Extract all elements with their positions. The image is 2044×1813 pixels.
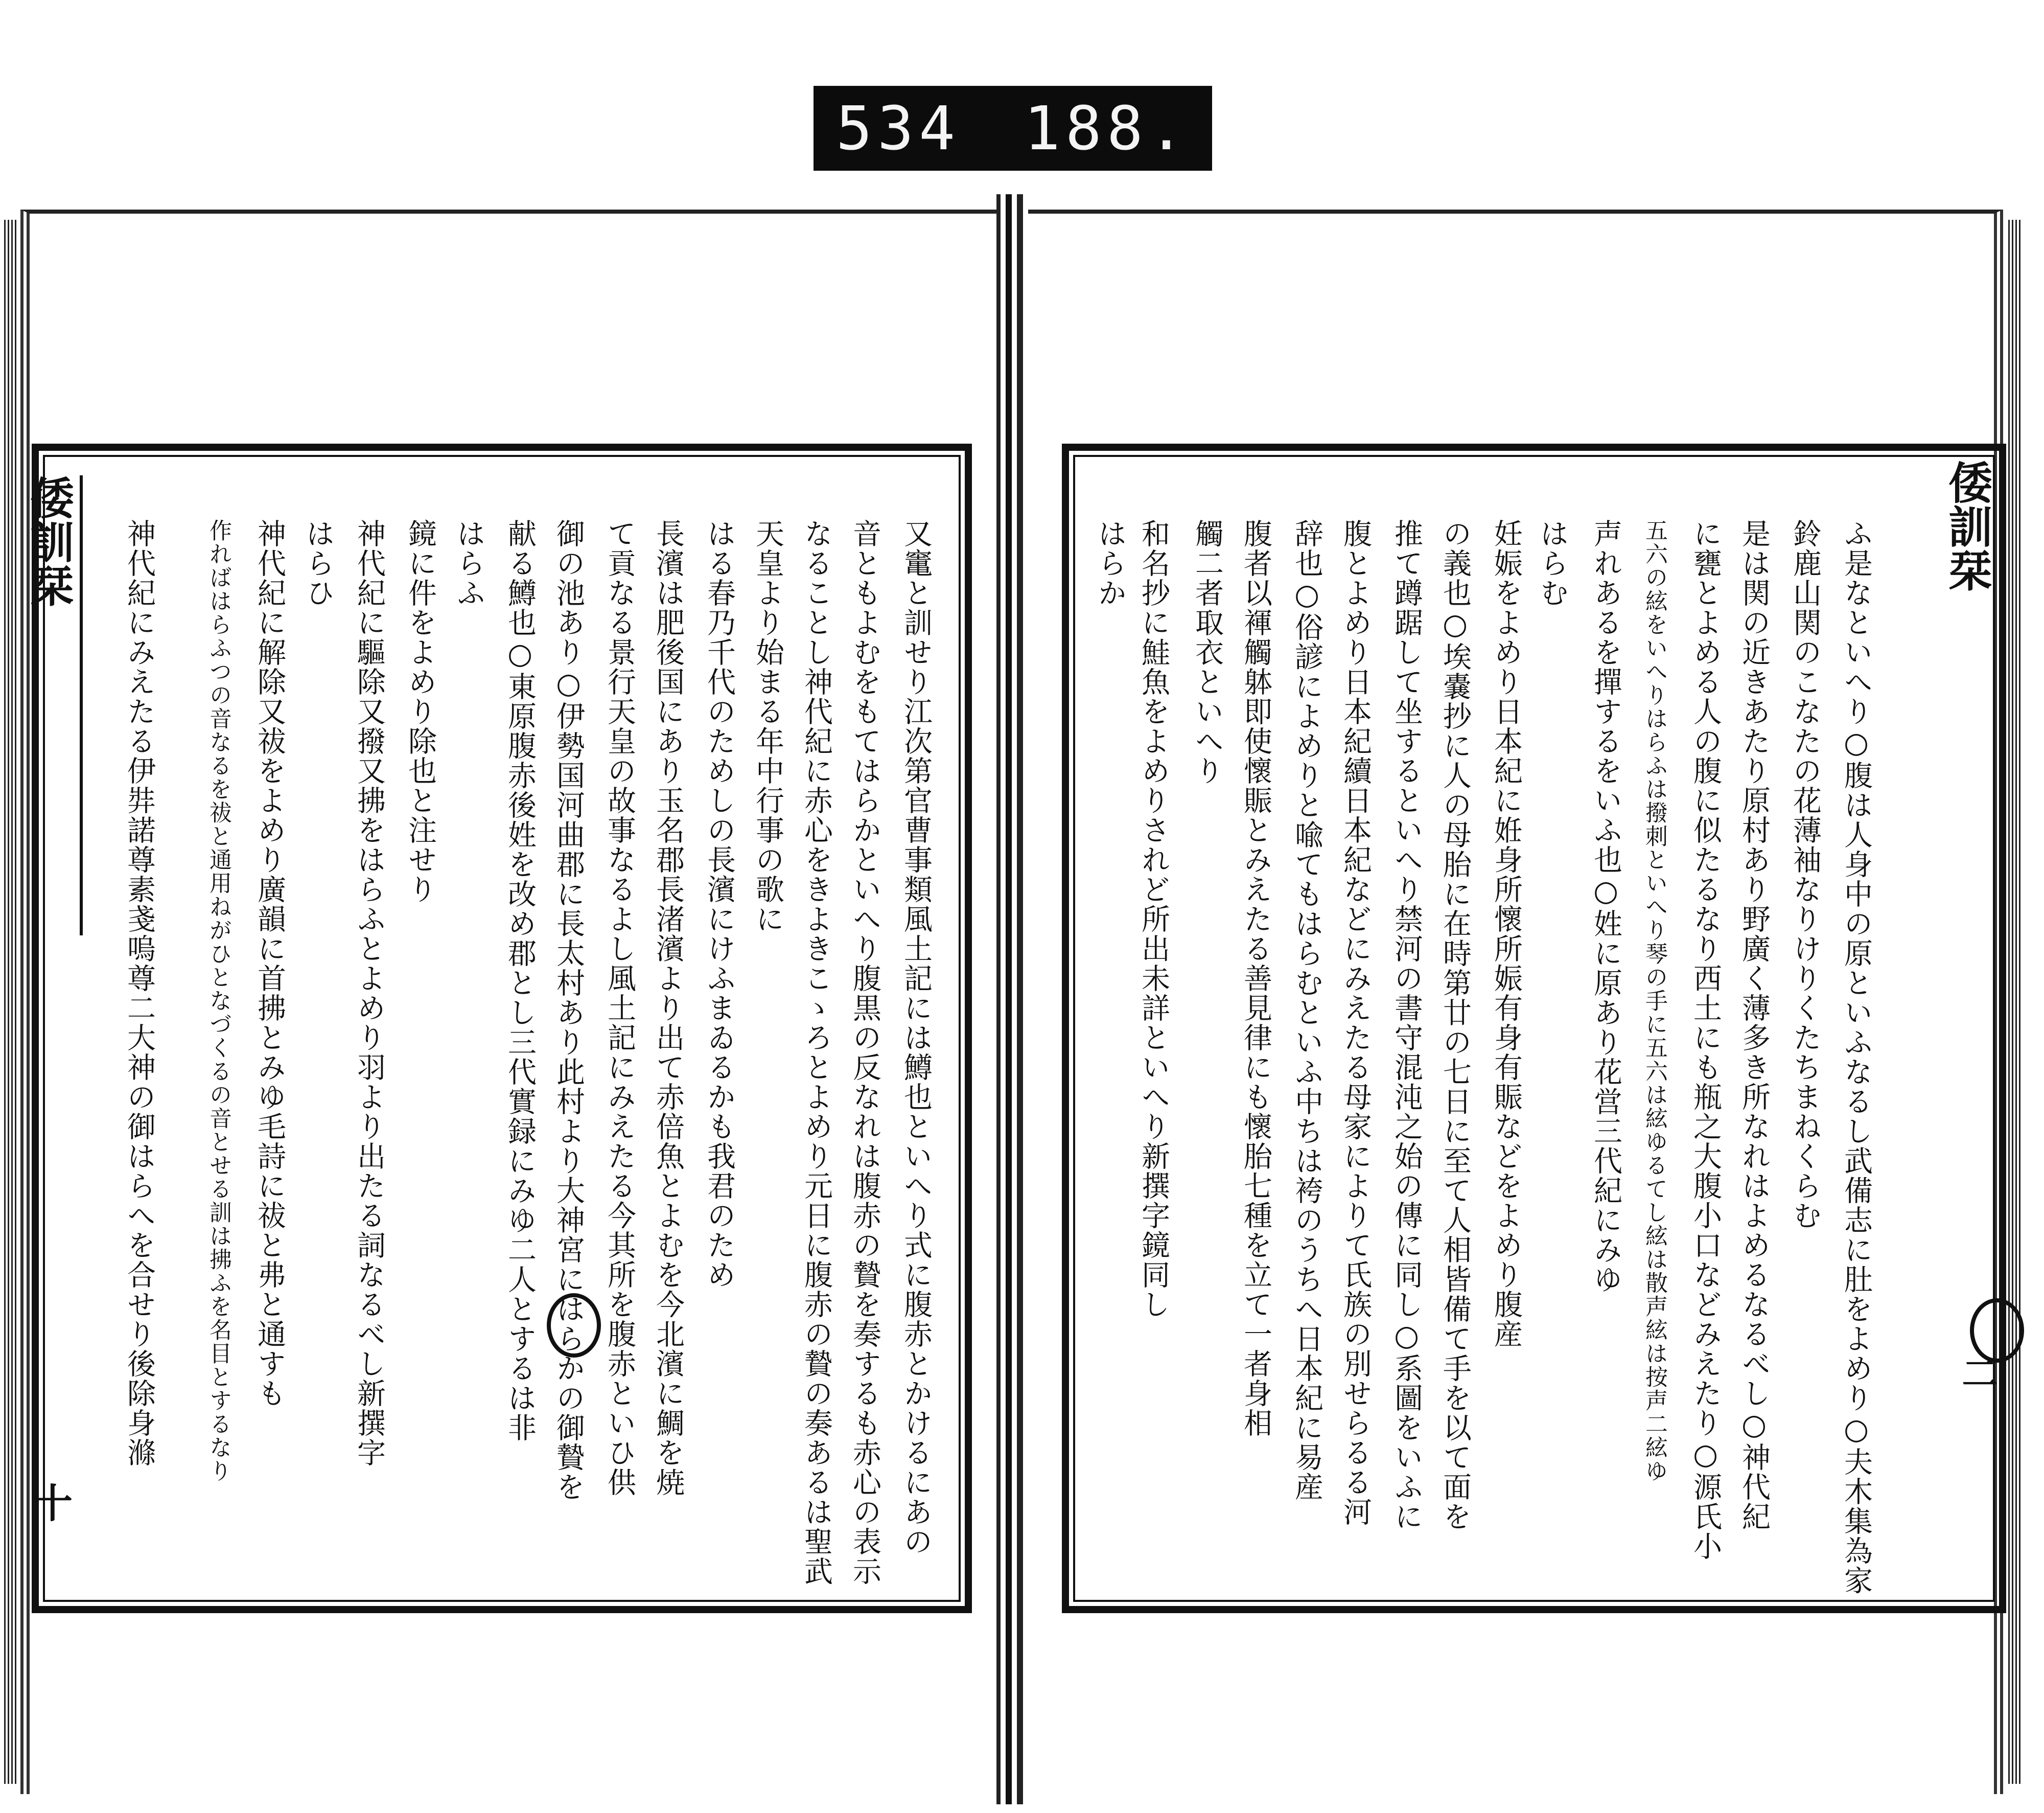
right-text-column: の義也○埃嚢抄に人の母胎に在時第廿の七日に至て人相皆備て手を以て面を bbox=[1438, 519, 1472, 1531]
right-text-column: ふ是なといへり○腹は人身中の原といふなるし武備志に肚をよめり○夫木集為家 bbox=[1840, 519, 1873, 1595]
binding-ring-right bbox=[1970, 1298, 2024, 1363]
left-text-column: て貢なる景行天皇の故事なるよし風土記にみえたる今其所を腹赤といひ供 bbox=[603, 519, 636, 1497]
right-text-column: 鈴鹿山関のこなたの花薄袖なりけりくたちまねくらむ bbox=[1788, 519, 1822, 1230]
right-text-column: 辞也○俗諺によめりと喩てもはらむといふ中ちは袴のうちへ日本紀に易産 bbox=[1290, 519, 1323, 1502]
left-text-column: 献る鱒也○東原腹赤後姓を改め郡とし三代實録にみゆ二人とするは非 bbox=[503, 519, 537, 1442]
left-heading: はらふ bbox=[452, 519, 485, 608]
right-text-column: 妊娠をよめり日本紀に姙身所懷所娠有身有賑などをよめり腹産 bbox=[1490, 519, 1523, 1349]
right-text-column: に甕とよめる人の腹に似たるなり西土にも瓶之大腹小口などみえたり○源氏小 bbox=[1689, 519, 1722, 1561]
right-folio-number: 二 bbox=[1956, 1355, 1999, 1390]
right-text-column: 声れあるを撣するをいふ也○姓に原あり花営三代紀にみゆ bbox=[1589, 519, 1622, 1294]
right-text-column: 觸二者取衣といへり bbox=[1191, 519, 1224, 786]
left-folio-number: 十 bbox=[26, 1482, 73, 1522]
left-text-column: 神代紀に解除又祓をよめり廣韻に首拂とみゆ毛詩に祓と弗と通すも bbox=[253, 519, 286, 1408]
right-heading: はらか bbox=[1094, 519, 1127, 608]
left-text-column: 御の池あり○伊勢国河曲郡に長太村あり此村より大神宮にはらかの御贄を bbox=[552, 519, 585, 1502]
left-margin-title: 倭訓栞 bbox=[35, 475, 83, 935]
right-margin-title: 倭訓栞 bbox=[1941, 460, 1992, 592]
left-text-column: はる春乃千代のためしの長濱にけふまゐるかも我君のため bbox=[703, 519, 736, 1290]
left-page-edge bbox=[4, 220, 17, 1784]
left-text-column: なることし神代紀に赤心をきよきこゝろとよめり元日に腹赤の贄の奏あるは聖武 bbox=[800, 519, 833, 1586]
book-spine bbox=[996, 194, 1028, 1804]
right-text-column: 五六の絃をいへりはらふは撥刺といへり琴の手に五六は絃ゆるてし絃は散声絃は按声二絃ゆ bbox=[1641, 519, 1667, 1483]
left-heading: はらひ bbox=[301, 519, 335, 608]
left-text-column: 長濱は肥後国にあり玉名郡長渚濱より出て赤倍魚とよむを今北濱に鯛を焼 bbox=[652, 519, 685, 1497]
left-text-column: 又竃と訓せり江次第官曹事類風土記には鱒也といへり式に腹赤とかけるにあの bbox=[899, 519, 933, 1556]
left-text-column: 鏡に件をよめり除也と注せり bbox=[404, 519, 437, 904]
right-text-column: 腹とよめり日本紀續日本紀などにみえたる母家によりて氏族の別せらるる河 bbox=[1339, 519, 1372, 1527]
archive-number-stamp bbox=[814, 86, 1212, 171]
left-text-column: 作ればはらふつの音なるを祓と通用ねがひとなづくるの音とせる訓は拂ふを名目とするなり bbox=[205, 519, 231, 1483]
right-text-column: 是は関の近きあたり原村あり野廣く薄多き所なれはよめるなるべし○神代紀 bbox=[1737, 519, 1771, 1531]
left-text-column: 神代紀にみえたる伊弉諾尊素戔嗚尊二大神の御はらへを合せり後除身滌 bbox=[123, 519, 156, 1467]
left-text-column: 天皇より始まる年中行事の歌に bbox=[751, 519, 784, 934]
right-page-edge bbox=[2008, 220, 2022, 1784]
left-text-column: 音ともよむをもてはらかといへり腹黒の反なれは腹赤の贄を奏するも赤心の表示 bbox=[848, 519, 881, 1586]
right-text-column: 腹者以褌觸躰即使懷賑とみえたる善見律にも懷胎七種を立て一者身相 bbox=[1239, 519, 1272, 1438]
stamp-number-left: 534 bbox=[836, 93, 961, 164]
left-text-column: 神代紀に驅除又撥又拂をはらふとよめり羽より出たる詞なるべし新撰字 bbox=[353, 519, 386, 1467]
right-text-column: 和名抄に鮭魚をよめりされど所出未詳といへり新撰字鏡同し bbox=[1137, 519, 1170, 1319]
stamp-number-right: 188. bbox=[1024, 93, 1190, 164]
right-text-column: 推て蹲踞して坐するといへり禁河の書守混沌之始の傳に同し○系圖をいふに bbox=[1390, 519, 1423, 1531]
right-heading: はらむ bbox=[1536, 519, 1569, 608]
